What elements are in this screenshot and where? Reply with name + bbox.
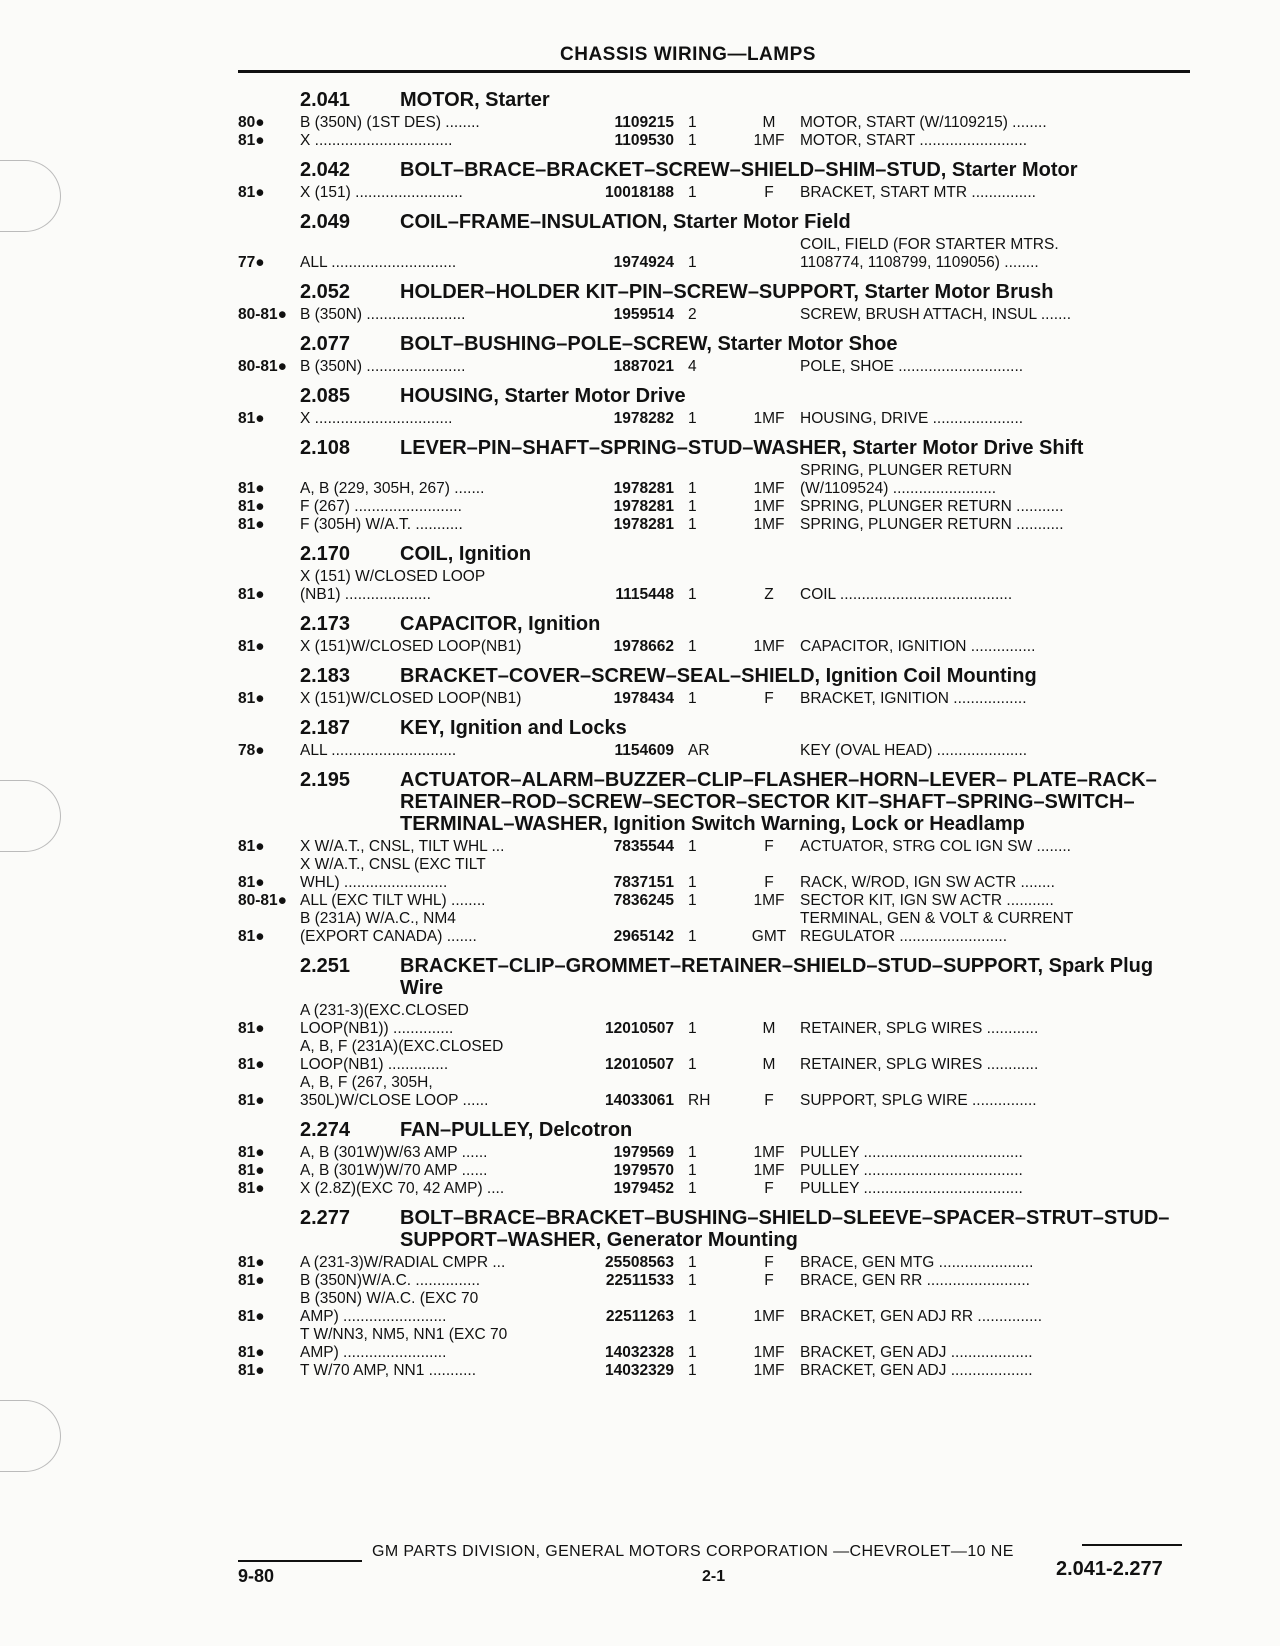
model-year: 81● xyxy=(238,586,265,603)
source-code: F xyxy=(764,1180,774,1197)
part-number: 1978282 xyxy=(613,410,674,427)
catalog-section xyxy=(238,717,1193,760)
source-code: F xyxy=(764,184,774,201)
model-year: 81● xyxy=(238,1254,265,1271)
usage-description: X ................................ xyxy=(300,132,453,149)
model-year: 81● xyxy=(238,498,265,515)
usage-description: B (350N) ....................... xyxy=(300,306,466,323)
quantity: 1 xyxy=(688,1308,697,1325)
source-code: F xyxy=(764,1272,774,1289)
model-year: 81● xyxy=(238,928,265,945)
part-number: 1979570 xyxy=(613,1162,674,1179)
source-code: 1MF xyxy=(753,410,785,427)
quantity: 1 xyxy=(688,1272,697,1289)
model-year: 78● xyxy=(238,742,265,759)
part-rows xyxy=(238,1144,1193,1198)
model-year: 81● xyxy=(238,480,265,497)
section-heading xyxy=(238,159,1193,181)
part-row xyxy=(238,568,1193,604)
part-rows xyxy=(238,638,1193,656)
footer-page-number: 2-1 xyxy=(702,1568,726,1585)
model-year: 81● xyxy=(238,1362,265,1379)
part-rows xyxy=(238,742,1193,760)
part-number: 1109215 xyxy=(614,114,674,131)
part-row xyxy=(238,236,1193,272)
part-number: 22511263 xyxy=(605,1308,674,1325)
part-row xyxy=(238,838,1193,856)
section-title: BRACKET–CLIP–GROMMET–RETAINER–SHIELD–STUD–SUPPORT, Spark Plug Wire xyxy=(400,955,1154,999)
part-description: CAPACITOR, IGNITION ............... xyxy=(800,638,1036,655)
model-year: 81● xyxy=(238,690,265,707)
part-rows xyxy=(238,462,1193,534)
model-year: 81● xyxy=(238,132,265,149)
section-number: 2.183 xyxy=(300,665,351,687)
catalog-section xyxy=(238,1207,1193,1380)
section-title: ACTUATOR–ALARM–BUZZER–CLIP–FLASHER–HORN–LEVER– PLATE–RACK–RETAINER–ROD–SCREW–SECTOR–SECTOR KIT–SHAFT–SPRING–SWITCH–TERMINAL–WASHER, Ignition Switch Warning, Lock or Headlamp xyxy=(400,769,1157,835)
part-number: 1887021 xyxy=(613,358,674,375)
part-number: 12010507 xyxy=(605,1056,674,1073)
usage-description: A, B (301W)W/63 AMP ...... xyxy=(300,1144,488,1161)
catalog-section xyxy=(238,613,1193,656)
section-heading xyxy=(238,543,1193,565)
usage-description: X (151)W/CLOSED LOOP(NB1) xyxy=(300,690,522,707)
source-code: 1MF xyxy=(753,1162,785,1179)
section-title: MOTOR, Starter xyxy=(400,89,550,111)
section-heading xyxy=(238,385,1193,407)
part-description: PULLEY ..................................... xyxy=(800,1180,1023,1197)
usage-description: ALL ............................. xyxy=(300,254,457,271)
section-title: CAPACITOR, Ignition xyxy=(400,613,601,635)
section-title: COIL, Ignition xyxy=(400,543,532,565)
source-code: 1MF xyxy=(753,1308,785,1325)
model-year: 81● xyxy=(238,1092,265,1109)
quantity: 2 xyxy=(688,306,697,323)
quantity: 1 xyxy=(688,1254,697,1271)
part-number: 7835544 xyxy=(613,838,674,855)
source-code: F xyxy=(764,690,774,707)
model-year: 81● xyxy=(238,1344,265,1361)
part-row xyxy=(238,690,1193,708)
part-rows xyxy=(238,184,1193,202)
quantity: 1 xyxy=(688,1056,697,1073)
part-rows xyxy=(238,410,1193,428)
part-number: 1974924 xyxy=(613,254,674,271)
footer-rule-left xyxy=(238,1560,362,1562)
part-description: SPRING, PLUNGER RETURN (W/1109524) ........................ xyxy=(800,462,1012,497)
section-number: 2.042 xyxy=(300,159,351,181)
part-rows xyxy=(238,306,1193,324)
part-number: 1115448 xyxy=(615,586,674,603)
quantity: 1 xyxy=(688,184,697,201)
model-year: 80-81● xyxy=(238,306,288,323)
catalog-section xyxy=(238,333,1193,376)
usage-description: B (350N)W/A.C. ............... xyxy=(300,1272,481,1289)
model-year: 81● xyxy=(238,874,265,891)
part-row xyxy=(238,1254,1193,1272)
catalog-section xyxy=(238,159,1193,202)
quantity: 1 xyxy=(688,1180,697,1197)
quantity: 1 xyxy=(688,586,697,603)
part-row xyxy=(238,1162,1193,1180)
part-description: MOTOR, START ......................... xyxy=(800,132,1028,149)
source-code: M xyxy=(762,114,776,131)
section-title: BOLT–BUSHING–POLE–SCREW, Starter Motor Shoe xyxy=(400,333,898,355)
section-number: 2.085 xyxy=(300,385,351,407)
part-number: 1978281 xyxy=(613,498,674,515)
part-row xyxy=(238,132,1193,150)
part-rows xyxy=(238,1254,1193,1380)
quantity: RH xyxy=(688,1092,711,1109)
part-row xyxy=(238,1144,1193,1162)
usage-description: X (151)W/CLOSED LOOP(NB1) xyxy=(300,638,522,655)
section-heading xyxy=(238,281,1193,303)
quantity: 1 xyxy=(688,1144,697,1161)
source-code: 1MF xyxy=(753,1362,785,1379)
section-number: 2.274 xyxy=(300,1119,351,1141)
part-row xyxy=(238,462,1193,498)
section-heading xyxy=(238,717,1193,739)
parts-catalog-listing xyxy=(238,80,1193,1380)
part-description: BRACKET, IGNITION ................. xyxy=(800,690,1027,707)
part-description: BRACKET, START MTR ............... xyxy=(800,184,1036,201)
part-description: COIL, FIELD (FOR STARTER MTRS. 1108774, 1108799, 1109056) ........ xyxy=(800,236,1059,271)
usage-description: X (2.8Z)(EXC 70, 42 AMP) .... xyxy=(300,1180,505,1197)
part-row xyxy=(238,1326,1193,1362)
section-number: 2.077 xyxy=(300,333,351,355)
part-row xyxy=(238,638,1193,656)
part-row xyxy=(238,516,1193,534)
source-code: F xyxy=(764,1092,774,1109)
part-row xyxy=(238,892,1193,910)
catalog-section xyxy=(238,385,1193,428)
model-year: 81● xyxy=(238,838,265,855)
section-number: 2.195 xyxy=(300,769,351,791)
quantity: 1 xyxy=(688,114,697,131)
usage-description: T W/NN3, NM5, NN1 (EXC 70 AMP) ........................ xyxy=(300,1326,508,1361)
part-number: 1978434 xyxy=(613,690,674,707)
part-number: 1979569 xyxy=(613,1144,674,1161)
part-description: SUPPORT, SPLG WIRE ............... xyxy=(800,1092,1037,1109)
part-row xyxy=(238,1272,1193,1290)
usage-description: A, B (301W)W/70 AMP ...... xyxy=(300,1162,488,1179)
quantity: 1 xyxy=(688,132,697,149)
part-number: 1978662 xyxy=(613,638,674,655)
usage-description: ALL ............................. xyxy=(300,742,457,759)
section-heading xyxy=(238,613,1193,635)
footer-section-range: 2.041-2.277 xyxy=(1056,1558,1163,1580)
quantity: 1 xyxy=(688,1362,697,1379)
section-title: FAN–PULLEY, Delcotron xyxy=(400,1119,633,1141)
quantity: AR xyxy=(688,742,710,759)
section-title: LEVER–PIN–SHAFT–SPRING–STUD–WASHER, Starter Motor Drive Shift xyxy=(400,437,1084,459)
section-number: 2.187 xyxy=(300,717,351,739)
usage-description: ALL (EXC TILT WHL) ........ xyxy=(300,892,486,909)
model-year: 81● xyxy=(238,1272,265,1289)
section-number: 2.173 xyxy=(300,613,351,635)
model-year: 80-81● xyxy=(238,358,288,375)
part-description: PULLEY ..................................... xyxy=(800,1162,1023,1179)
footer-publisher: GM PARTS DIVISION, GENERAL MOTORS CORPORATION —CHEVROLET—10 NE xyxy=(372,1543,1014,1560)
model-year: 80-81● xyxy=(238,892,288,909)
section-heading xyxy=(238,769,1193,835)
part-number: 1978281 xyxy=(613,480,674,497)
part-rows xyxy=(238,236,1193,272)
source-code: 1MF xyxy=(753,498,785,515)
source-code: M xyxy=(762,1056,776,1073)
model-year: 81● xyxy=(238,1056,265,1073)
usage-description: B (350N) (1ST DES) ........ xyxy=(300,114,480,131)
usage-description: A, B, F (231A)(EXC.CLOSED LOOP(NB1) .............. xyxy=(300,1038,504,1073)
footer-rule-right xyxy=(1082,1544,1182,1546)
quantity: 1 xyxy=(688,690,697,707)
source-code: 1MF xyxy=(753,1144,785,1161)
section-number: 2.251 xyxy=(300,955,351,977)
source-code: F xyxy=(764,874,774,891)
model-year: 81● xyxy=(238,1144,265,1161)
part-rows xyxy=(238,568,1193,604)
quantity: 1 xyxy=(688,410,697,427)
part-row xyxy=(238,306,1193,324)
catalog-section xyxy=(238,437,1193,534)
part-number: 10018188 xyxy=(605,184,674,201)
part-rows xyxy=(238,1002,1193,1110)
source-code: 1MF xyxy=(753,516,785,533)
part-description: SECTOR KIT, IGN SW ACTR ........... xyxy=(800,892,1054,909)
usage-description: T W/70 AMP, NN1 ........... xyxy=(300,1362,477,1379)
section-title: HOUSING, Starter Motor Drive xyxy=(400,385,686,407)
section-heading xyxy=(238,955,1193,999)
source-code: 1MF xyxy=(753,638,785,655)
quantity: 1 xyxy=(688,1162,697,1179)
part-description: TERMINAL, GEN & VOLT & CURRENT REGULATOR ......................... xyxy=(800,910,1074,945)
footer-date: 9-80 xyxy=(238,1566,275,1586)
section-heading xyxy=(238,1207,1193,1251)
binder-hole-bottom xyxy=(0,1400,61,1472)
part-row xyxy=(238,910,1193,946)
part-description: SCREW, BRUSH ATTACH, INSUL ....... xyxy=(800,306,1072,323)
part-number: 25508563 xyxy=(605,1254,674,1271)
part-description: BRACKET, GEN ADJ ................... xyxy=(800,1362,1033,1379)
part-description: HOUSING, DRIVE ..................... xyxy=(800,410,1024,427)
quantity: 1 xyxy=(688,838,697,855)
section-number: 2.049 xyxy=(300,211,351,233)
binder-hole-top xyxy=(0,160,61,232)
usage-description: X (151) ......................... xyxy=(300,184,463,201)
section-heading xyxy=(238,665,1193,687)
model-year: 81● xyxy=(238,1180,265,1197)
part-number: 14032329 xyxy=(605,1362,674,1379)
part-row xyxy=(238,856,1193,892)
model-year: 81● xyxy=(238,638,265,655)
part-row xyxy=(238,1290,1193,1326)
part-row xyxy=(238,1180,1193,1198)
quantity: 1 xyxy=(688,480,697,497)
part-description: BRACE, GEN RR ........................ xyxy=(800,1272,1030,1289)
catalog-section xyxy=(238,769,1193,946)
catalog-section xyxy=(238,211,1193,272)
section-number: 2.170 xyxy=(300,543,351,565)
usage-description: A, B (229, 305H, 267) ....... xyxy=(300,480,485,497)
part-description: KEY (OVAL HEAD) ..................... xyxy=(800,742,1028,759)
part-row xyxy=(238,114,1193,132)
source-code: 1MF xyxy=(753,892,785,909)
part-description: BRACKET, GEN ADJ RR ............... xyxy=(800,1308,1043,1325)
part-description: RACK, W/ROD, IGN SW ACTR ........ xyxy=(800,874,1055,891)
part-description: RETAINER, SPLG WIRES ............ xyxy=(800,1056,1039,1073)
usage-description: F (305H) W/A.T. ........... xyxy=(300,516,463,533)
model-year: 81● xyxy=(238,1308,265,1325)
usage-description: A (231-3)W/RADIAL CMPR ... xyxy=(300,1254,506,1271)
section-number: 2.108 xyxy=(300,437,351,459)
source-code: GMT xyxy=(751,928,787,945)
quantity: 1 xyxy=(688,516,697,533)
usage-description: A (231-3)(EXC.CLOSED LOOP(NB1)) .............. xyxy=(300,1002,469,1037)
quantity: 4 xyxy=(688,358,697,375)
section-heading xyxy=(238,437,1193,459)
quantity: 1 xyxy=(688,892,697,909)
quantity: 1 xyxy=(688,1020,697,1037)
usage-description: X W/A.T., CNSL, TILT WHL ... xyxy=(300,838,505,855)
usage-description: X W/A.T., CNSL (EXC TILT WHL) ........................ xyxy=(300,856,486,891)
source-code: M xyxy=(762,1020,776,1037)
part-description: BRACKET, GEN ADJ ................... xyxy=(800,1344,1033,1361)
section-heading xyxy=(238,333,1193,355)
quantity: 1 xyxy=(688,638,697,655)
binder-hole-middle xyxy=(0,780,61,852)
source-code: 1MF xyxy=(753,480,785,497)
quantity: 1 xyxy=(688,874,697,891)
part-number: 1978281 xyxy=(613,516,674,533)
model-year: 77● xyxy=(238,254,265,271)
part-row xyxy=(238,410,1193,428)
source-code: 1MF xyxy=(753,1344,785,1361)
quantity: 1 xyxy=(688,928,697,945)
part-number: 1154609 xyxy=(614,742,674,759)
usage-description: A, B, F (267, 305H, 350L)W/CLOSE LOOP ...... xyxy=(300,1074,489,1109)
model-year: 81● xyxy=(238,1020,265,1037)
source-code: F xyxy=(764,838,774,855)
quantity: 1 xyxy=(688,1344,697,1361)
part-row xyxy=(238,742,1193,760)
usage-description: X ................................ xyxy=(300,410,453,427)
part-number: 14033061 xyxy=(605,1092,674,1109)
source-code: F xyxy=(764,1254,774,1271)
model-year: 81● xyxy=(238,516,265,533)
part-rows xyxy=(238,838,1193,946)
usage-description: F (267) ......................... xyxy=(300,498,462,515)
part-rows xyxy=(238,114,1193,150)
part-description: RETAINER, SPLG WIRES ............ xyxy=(800,1020,1039,1037)
section-title: KEY, Ignition and Locks xyxy=(400,717,627,739)
part-row xyxy=(238,1002,1193,1038)
section-title: HOLDER–HOLDER KIT–PIN–SCREW–SUPPORT, Starter Motor Brush xyxy=(400,281,1054,303)
catalog-section xyxy=(238,1119,1193,1198)
part-number: 7836245 xyxy=(613,892,674,909)
part-row xyxy=(238,1038,1193,1074)
usage-description: X (151) W/CLOSED LOOP (NB1) .................... xyxy=(300,568,486,603)
header-rule xyxy=(238,70,1190,73)
catalog-section xyxy=(238,665,1193,708)
catalog-section xyxy=(238,955,1193,1110)
source-code: 1MF xyxy=(753,132,785,149)
section-heading xyxy=(238,211,1193,233)
part-number: 1109530 xyxy=(614,132,674,149)
model-year: 81● xyxy=(238,410,265,427)
part-row xyxy=(238,498,1193,516)
part-row xyxy=(238,1074,1193,1110)
part-number: 2965142 xyxy=(613,928,674,945)
part-description: SPRING, PLUNGER RETURN ........... xyxy=(800,516,1064,533)
part-description: POLE, SHOE ............................. xyxy=(800,358,1024,375)
page-title: CHASSIS WIRING—LAMPS xyxy=(560,44,816,65)
section-title: BRACKET–COVER–SCREW–SEAL–SHIELD, Ignition Coil Mounting xyxy=(400,665,1037,687)
part-number: 22511533 xyxy=(605,1272,674,1289)
part-number: 12010507 xyxy=(605,1020,674,1037)
part-row xyxy=(238,1362,1193,1380)
catalog-section xyxy=(238,281,1193,324)
section-heading xyxy=(238,1119,1193,1141)
section-title: COIL–FRAME–INSULATION, Starter Motor Field xyxy=(400,211,851,233)
part-number: 1959514 xyxy=(613,306,674,323)
usage-description: B (231A) W/A.C., NM4 (EXPORT CANADA) ....... xyxy=(300,910,477,945)
part-description: ACTUATOR, STRG COL IGN SW ........ xyxy=(800,838,1071,855)
part-description: MOTOR, START (W/1109215) ........ xyxy=(800,114,1047,131)
section-title: BOLT–BRACE–BRACKET–SCREW–SHIELD–SHIM–STUD, Starter Motor xyxy=(400,159,1078,181)
part-number: 1979452 xyxy=(613,1180,674,1197)
part-description: PULLEY ..................................... xyxy=(800,1144,1023,1161)
section-number: 2.052 xyxy=(300,281,351,303)
quantity: 1 xyxy=(688,254,697,271)
part-rows xyxy=(238,690,1193,708)
part-description: BRACE, GEN MTG ...................... xyxy=(800,1254,1034,1271)
part-number: 7837151 xyxy=(613,874,674,891)
section-number: 2.277 xyxy=(300,1207,351,1229)
model-year: 81● xyxy=(238,184,265,201)
section-heading xyxy=(238,89,1193,111)
part-row xyxy=(238,184,1193,202)
part-row xyxy=(238,358,1193,376)
usage-description: B (350N) ....................... xyxy=(300,358,466,375)
catalog-section xyxy=(238,543,1193,604)
section-title: BOLT–BRACE–BRACKET–BUSHING–SHIELD–SLEEVE–SPACER–STRUT–STUD–SUPPORT–WASHER, Generator Mounting xyxy=(400,1207,1170,1251)
part-number: 14032328 xyxy=(605,1344,674,1361)
usage-description: B (350N) W/A.C. (EXC 70 AMP) ........................ xyxy=(300,1290,479,1325)
model-year: 81● xyxy=(238,1162,265,1179)
section-number: 2.041 xyxy=(300,89,351,111)
model-year: 80● xyxy=(238,114,265,131)
part-description: SPRING, PLUNGER RETURN ........... xyxy=(800,498,1064,515)
part-rows xyxy=(238,358,1193,376)
quantity: 1 xyxy=(688,498,697,515)
catalog-section xyxy=(238,89,1193,150)
part-description: COIL ........................................ xyxy=(800,586,1013,603)
source-code: Z xyxy=(764,586,774,603)
